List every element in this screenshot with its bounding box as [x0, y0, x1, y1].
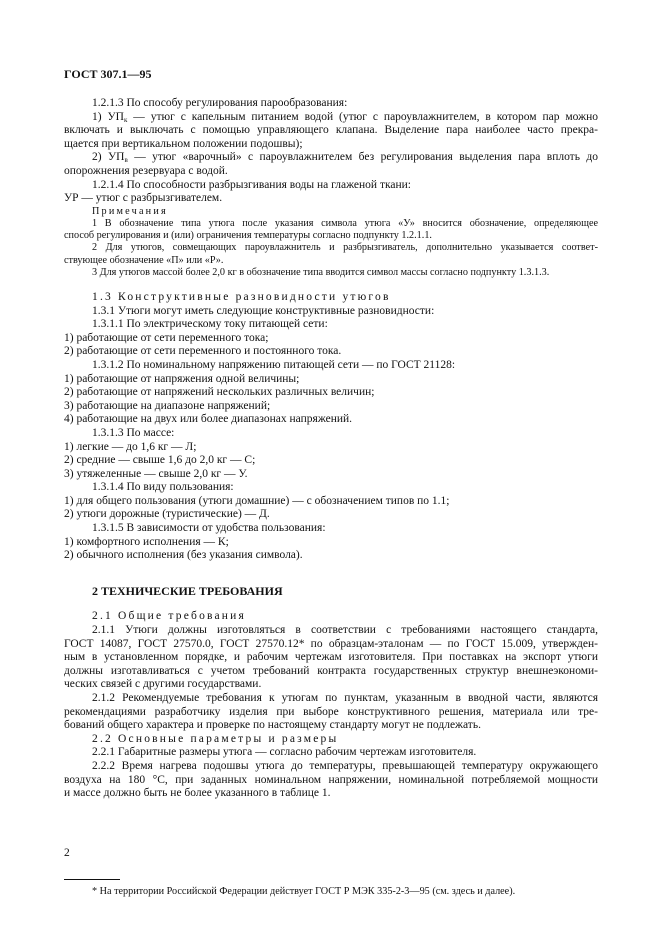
paragraph-line: 1.3.1.2 По номинальному напряжению питающей сети — по ГОСТ 21128: [92, 358, 456, 371]
list-item: 1) работающие от сети переменного тока; [64, 331, 269, 344]
note-line: способ регулирования и (или) ограничения температуры согласно подпункту 1.2.1.1. [64, 230, 432, 242]
clause-1-2-1-3: 1.2.1.3 По способу регулирования парообразования: [92, 97, 348, 109]
list-item: 3) утяжеленные — свыше 2,0 кг — У. [64, 467, 248, 480]
list-item: 2) утюги дорожные (туристические) — Д. [64, 508, 270, 521]
paragraph-line: 2.1.1 Утюги должны изготовляться в соответствии с требованиями настоящего стандарта, [92, 624, 598, 637]
paragraph-line: 1.3.1 Утюги могут иметь следующие конструктивные разновидности: [92, 304, 435, 317]
paragraph-line: ческих связей с другими государствами. [64, 678, 262, 691]
notes-heading: Примечания [92, 205, 168, 217]
paragraph-line: щается при вертикальном положении подошвы); [64, 137, 303, 150]
paragraph-line: УР — утюг с разбрызгивателем. [64, 192, 223, 205]
document-body [64, 97, 598, 898]
paragraph-line: воздуха на 180 °C, при заданных номинальном напряжении, номинальной потребляемой мощности [64, 773, 598, 786]
paragraph-line: 1) $УП_к$ — утюг с капельным питанием водой (утюг с пароувлажнителем, в котором пар можно [92, 110, 598, 124]
paragraph-line: должны изготавливаться с учетом требований контракта государственных структур внешнеэкономи- [64, 664, 598, 677]
section-2-1-title: 2.1 Общие требования [92, 610, 246, 623]
spacer [64, 563, 598, 585]
page-number: 2 [64, 847, 70, 859]
paragraph-line: ным в установленном порядке, и рабочим чертежам изготовителя. При поставках на экспорт утюги [64, 651, 598, 664]
list-item: 2) работающие от сети переменного и постоянного тока. [64, 345, 342, 358]
paragraph-line: рекомендациями разработчику изделия при выборе конструктивного решения, материала или тре- [64, 705, 598, 718]
paragraph-line: 2) $УП_в$ — утюг «варочный» с пароувлажнителем без регулирования выделения пара вплоть до [92, 151, 598, 165]
list-item: 2) работающие от напряжений нескольких различных величин; [64, 386, 375, 399]
paragraph-line: 1.3.1.4 По виду пользования: [92, 481, 234, 494]
section-1-3-title: 1.3 Конструктивные разновидности утюгов [92, 290, 391, 303]
paragraph-line: 1.3.1.3 По массе: [92, 426, 175, 439]
paragraph-line: и массе должно быть не более указанного в таблице 1. [64, 787, 331, 800]
list-item: 2) обычного исполнения (без указания символа). [64, 549, 303, 562]
list-item: 1) для общего пользования (утюги домашние) — с обозначением типов по 1.1; [64, 494, 450, 507]
paragraph-line: опорожнения резервуара с водой. [64, 164, 228, 177]
list-item: 1) легкие — до 1,6 кг — Л; [64, 440, 197, 453]
page-header: ГОСТ 307.1—95 [64, 67, 152, 81]
list-item: 2) средние — свыше 1,6 до 2,0 кг — С; [64, 454, 256, 467]
spacer [64, 279, 598, 291]
note-line: 2 Для утюгов, совмещающих пароувлажнитель и разбрызгиватель, дополнительно указывается соответ- [92, 242, 598, 254]
clause-1-2-1-4: 1.2.1.4 По способности разбрызгивания воды на глаженой ткани: [92, 178, 411, 191]
note-line: ствующее обозначение «П» или «Р». [64, 254, 224, 266]
paragraph-line: 1.3.1.5 В зависимости от удобства пользования: [92, 522, 326, 535]
section-2-heading: 2 ТЕХНИЧЕСКИЕ ТРЕБОВАНИЯ [92, 583, 283, 598]
paragraph-line: бований общего характера и проверке по настоящему стандарту могут не подлежать. [64, 719, 481, 732]
list-item: 1) работающие от напряжения одной величины; [64, 372, 300, 385]
spacer [64, 801, 598, 879]
footnote-rule [64, 879, 120, 880]
list-item: 3) работающие на диапазоне напряжений; [64, 399, 271, 412]
paragraph-line: 2.2.2 Время нагрева подошвы утюга до температуры, превышающей температуру окружающего [92, 759, 598, 772]
paragraph-line: включать и выключать с помощью управляющего клапана. Выделение пара наиболее часто прекра- [64, 124, 598, 137]
footnote: * На территории Российской Федерации действует ГОСТ Р МЭК 335-2-3—95 (см. здесь и далее). [92, 885, 516, 897]
list-item: 1) комфортного исполнения — К; [64, 535, 229, 548]
section-2-2-title: 2.2 Основные параметры и размеры [92, 732, 339, 745]
paragraph-line: 2.1.2 Рекомендуемые требования к утюгам по пунктам, указанным в вводной части, являются [92, 692, 598, 704]
note-line: 3 Для утюгов массой более 2,0 кг в обозначение типа вводится символ массы согласно подпункту 1.3.1.3. [92, 266, 550, 278]
paragraph-line: 2.2.1 Габаритные размеры утюга — согласно рабочим чертежам изготовителя. [92, 746, 477, 759]
list-item: 4) работающие на двух или более диапазонах напряжений. [64, 413, 353, 426]
paragraph-line: ГОСТ 14087, ГОСТ 27570.0, ГОСТ 27570.12* по образцам-эталонам — по ГОСТ 15.009, утвержден- [64, 637, 598, 650]
note-line: 1 В обозначение типа утюга после указания символа утюга «У» вносится обозначение, определяющее [92, 217, 598, 229]
spacer [64, 598, 598, 610]
paragraph-line: 1.3.1.1 По электрическому току питающей сети: [92, 318, 328, 331]
